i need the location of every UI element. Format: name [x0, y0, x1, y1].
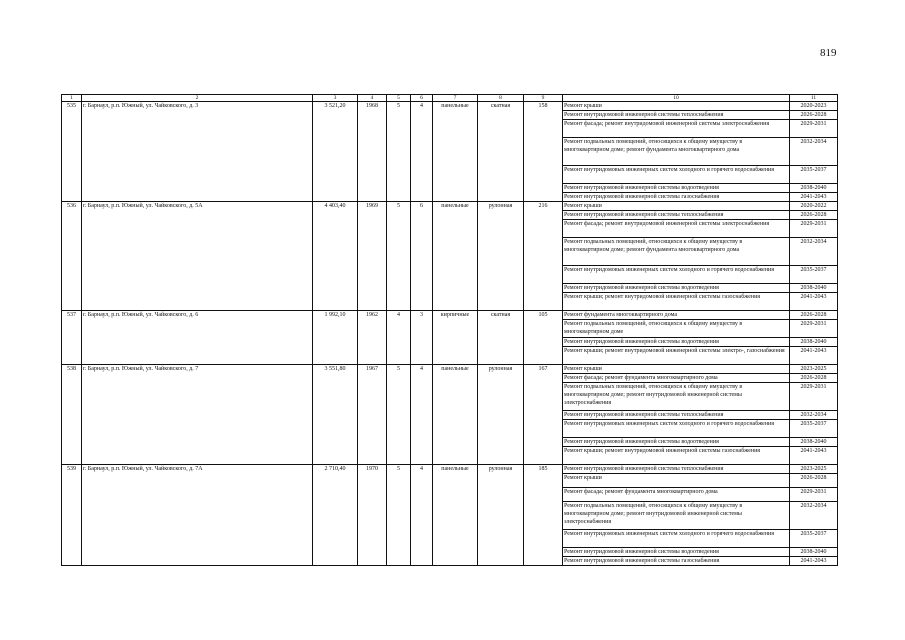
work-description: Ремонт внутридомовых инженерных систем холодного и горячего водоснабжения — [563, 420, 790, 438]
building-entrances: 6 — [411, 202, 433, 311]
column-header: 5 — [387, 95, 411, 102]
building-area: 3 551,80 — [313, 365, 358, 465]
work-period: 2038-2040 — [790, 338, 838, 347]
roof-type: рулонная — [478, 202, 524, 311]
work-period: 2029-2031 — [790, 320, 838, 338]
building-year: 1967 — [358, 365, 387, 465]
table-row — [62, 202, 838, 211]
building-area: 2 710,40 — [313, 465, 358, 566]
work-period: 2035-2037 — [790, 266, 838, 284]
work-period: 2035-2037 — [790, 530, 838, 548]
building-floors: 5 — [387, 465, 411, 566]
work-description: Ремонт подвальных помещений, относящихся к общему имуществу в многоквартирном доме; ремонт внутридомовой инженерной системы электроснабжения — [563, 502, 790, 530]
page-number: 819 — [820, 47, 837, 59]
building-number: 537 — [62, 311, 82, 365]
building-area: 1 992,10 — [313, 311, 358, 365]
work-description: Ремонт внутридомовой инженерной системы водоотведения — [563, 284, 790, 293]
column-header: 10 — [563, 95, 790, 102]
building-area: 4 403,40 — [313, 202, 358, 311]
work-period: 2041-2043 — [790, 293, 838, 311]
resident-count: 185 — [524, 465, 563, 566]
work-description: Ремонт крыши; ремонт внутридомовой инженерной системы газоснабжения — [563, 447, 790, 465]
work-period: 2032-2034 — [790, 502, 838, 530]
work-description: Ремонт подвальных помещений, относящихся к общему имуществу в многоквартирном доме; ремонт фундамента многоквартирного дома — [563, 238, 790, 266]
column-header: 11 — [790, 95, 838, 102]
column-header: 1 — [62, 95, 82, 102]
work-period: 2026-2028 — [790, 211, 838, 220]
work-description: Ремонт внутридомовой инженерной системы водоотведения — [563, 338, 790, 347]
building-floors: 5 — [387, 102, 411, 202]
work-description: Ремонт внутридомовой инженерной системы газоснабжения — [563, 557, 790, 566]
roof-type: рулонная — [478, 465, 524, 566]
work-description: Ремонт внутридомовой инженерной системы теплоснабжения — [563, 111, 790, 120]
work-period: 2029-2031 — [790, 220, 838, 238]
building-floors: 4 — [387, 311, 411, 365]
building-number: 538 — [62, 365, 82, 465]
building-number: 536 — [62, 202, 82, 311]
table-body — [62, 102, 838, 566]
work-description: Ремонт внутридомовых инженерных систем холодного и горячего водоснабжения — [563, 530, 790, 548]
wall-material: панельные — [433, 465, 478, 566]
building-number: 535 — [62, 102, 82, 202]
work-period: 2029-2031 — [790, 488, 838, 502]
column-header: 4 — [358, 95, 387, 102]
work-period: 2023-2025 — [790, 465, 838, 474]
work-period: 2026-2028 — [790, 111, 838, 120]
building-area: 3 521,20 — [313, 102, 358, 202]
work-description: Ремонт внутридомовой инженерной системы теплоснабжения — [563, 211, 790, 220]
wall-material: панельные — [433, 102, 478, 202]
work-description: Ремонт крыши; ремонт внутридомовой инженерной системы электро-, газоснабжения — [563, 347, 790, 365]
work-description: Ремонт внутридомовой инженерной системы водоотведения — [563, 184, 790, 193]
work-description: Ремонт крыши — [563, 474, 790, 488]
column-header: 9 — [524, 95, 563, 102]
work-period: 2029-2031 — [790, 383, 838, 411]
work-period: 2026-2028 — [790, 474, 838, 488]
building-number: 539 — [62, 465, 82, 566]
work-description: Ремонт фасада; ремонт внутридомовой инженерной системы электроснабжения — [563, 220, 790, 238]
column-header: 8 — [478, 95, 524, 102]
table-row — [62, 465, 838, 474]
wall-material: панельные — [433, 365, 478, 465]
work-period: 2032-2034 — [790, 411, 838, 420]
building-floors: 5 — [387, 365, 411, 465]
building-address: г. Барнаул, р.п. Южный, ул. Чайковского, д. 5А — [82, 202, 313, 311]
table-row — [62, 365, 838, 374]
work-period: 2035-2037 — [790, 166, 838, 184]
work-description: Ремонт подвальных помещений, относящихся к общему имуществу в многоквартирном доме; ремонт внутридомовой инженерной системы электроснабжения — [563, 383, 790, 411]
work-period: 2032-2034 — [790, 138, 838, 166]
work-description: Ремонт внутридомовой инженерной системы водоотведения — [563, 548, 790, 557]
work-period: 2032-2034 — [790, 238, 838, 266]
resident-count: 167 — [524, 365, 563, 465]
work-period: 2026-2028 — [790, 374, 838, 383]
building-entrances: 4 — [411, 465, 433, 566]
work-period: 2041-2043 — [790, 557, 838, 566]
building-address: г. Барнаул, р.п. Южный, ул. Чайковского, д. 7А — [82, 465, 313, 566]
column-number-row — [62, 95, 838, 102]
building-entrances: 4 — [411, 365, 433, 465]
work-description: Ремонт фасада; ремонт внутридомовой инженерной системы электроснабжения — [563, 120, 790, 138]
column-header: 6 — [411, 95, 433, 102]
column-header: 7 — [433, 95, 478, 102]
work-description: Ремонт фундамента многоквартирного дома — [563, 311, 790, 320]
work-period: 2041-2043 — [790, 447, 838, 465]
work-period: 2038-2040 — [790, 284, 838, 293]
building-year: 1962 — [358, 311, 387, 365]
resident-count: 216 — [524, 202, 563, 311]
resident-count: 158 — [524, 102, 563, 202]
table-row — [62, 311, 838, 320]
building-address: г. Барнаул, р.п. Южный, ул. Чайковского, д. 7 — [82, 365, 313, 465]
work-description: Ремонт крыши — [563, 365, 790, 374]
column-header: 2 — [82, 95, 313, 102]
work-period: 2038-2040 — [790, 548, 838, 557]
work-period: 2020-2023 — [790, 102, 838, 111]
work-description: Ремонт крыши — [563, 102, 790, 111]
work-period: 2035-2037 — [790, 420, 838, 438]
building-entrances: 4 — [411, 102, 433, 202]
work-description: Ремонт крыши — [563, 202, 790, 211]
roof-type: скатная — [478, 102, 524, 202]
work-description: Ремонт внутридомовой инженерной системы водоотведения — [563, 438, 790, 447]
work-period: 2026-2028 — [790, 311, 838, 320]
work-period: 2041-2043 — [790, 347, 838, 365]
work-description: Ремонт фасада; ремонт фундамента многоквартирного дома — [563, 374, 790, 383]
work-description: Ремонт подвальных помещений, относящихся к общему имуществу в многоквартирном доме; ремонт фундамента многоквартирного дома — [563, 138, 790, 166]
wall-material: кирпичные — [433, 311, 478, 365]
work-period: 2023-2025 — [790, 365, 838, 374]
work-period: 2038-2040 — [790, 184, 838, 193]
building-year: 1969 — [358, 202, 387, 311]
work-description: Ремонт крыши; ремонт внутридомовой инженерной системы газоснабжения — [563, 293, 790, 311]
building-floors: 5 — [387, 202, 411, 311]
building-entrances: 3 — [411, 311, 433, 365]
roof-type: рулонная — [478, 365, 524, 465]
work-description: Ремонт внутридомовой инженерной системы теплоснабжения — [563, 411, 790, 420]
work-period: 2041-2043 — [790, 193, 838, 202]
wall-material: панельные — [433, 202, 478, 311]
resident-count: 105 — [524, 311, 563, 365]
repair-schedule-table — [61, 94, 838, 566]
roof-type: скатная — [478, 311, 524, 365]
work-period: 2038-2040 — [790, 438, 838, 447]
building-address: г. Барнаул, р.п. Южный, ул. Чайковского, д. 3 — [82, 102, 313, 202]
work-description: Ремонт внутридомовых инженерных систем холодного и горячего водоснабжения — [563, 266, 790, 284]
building-address: г. Барнаул, р.п. Южный, ул. Чайковского, д. 6 — [82, 311, 313, 365]
building-year: 1968 — [358, 102, 387, 202]
building-year: 1970 — [358, 465, 387, 566]
work-description: Ремонт внутридомовых инженерных систем холодного и горячего водоснабжения — [563, 166, 790, 184]
work-period: 2020-2022 — [790, 202, 838, 211]
column-header: 3 — [313, 95, 358, 102]
work-description: Ремонт подвальных помещений, относящихся к общему имуществу в многоквартирном доме — [563, 320, 790, 338]
work-period: 2029-2031 — [790, 120, 838, 138]
work-description: Ремонт фасада; ремонт фундамента многоквартирного дома — [563, 488, 790, 502]
work-description: Ремонт внутридомовой инженерной системы теплоснабжения — [563, 465, 790, 474]
work-description: Ремонт внутридомовой инженерной системы газоснабжения — [563, 193, 790, 202]
table-row — [62, 102, 838, 111]
